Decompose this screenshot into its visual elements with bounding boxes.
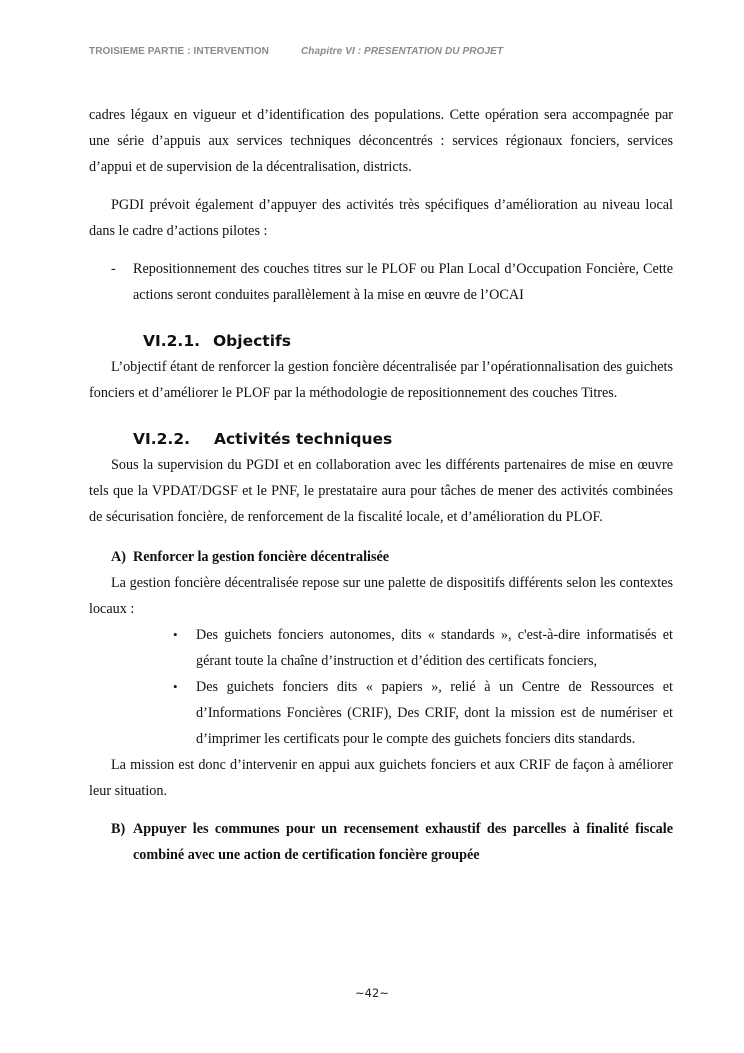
dash-item-text: Repositionnement des couches titres sur le PLOF ou Plan Local d’Occupation Foncière, Cette actions seront conduites parallèlement à la mise en œuvre de l’OCAI <box>133 261 673 303</box>
list-item <box>89 674 673 752</box>
subheading-b <box>89 816 673 868</box>
page-number: ~42~ <box>355 986 389 1000</box>
section-title: Objectifs <box>213 332 291 350</box>
subheading-label: A) <box>111 549 126 565</box>
running-header <box>89 46 503 57</box>
subheading-a <box>89 544 673 570</box>
paragraph-objectif: L’objectif étant de renforcer la gestion foncière décentralisée par l’opérationnalisation des guichets fonciers et d’améliorer le PLOF par la méthodologie de repositionnement des couches Titres. <box>89 359 673 401</box>
header-part: TROISIEME PARTIE : INTERVENTION <box>89 46 269 57</box>
dash-marker: - <box>111 261 116 277</box>
bullet-marker: • <box>173 627 178 642</box>
paragraph-mission: La mission est donc d’intervenir en appui aux guichets fonciers et aux CRIF de façon à améliorer leur situation. <box>89 757 673 799</box>
section-number: VI.2.2. <box>133 430 190 448</box>
section-title: Activités techniques <box>214 430 393 448</box>
paragraph-supervision: Sous la supervision du PGDI et en collaboration avec les différents partenaires de mise en œuvre tels que la VPDAT/DGSF et le PNF, le prestataire aura pour tâches de mener des activités combinées de sécurisation foncière, de renforcement de la fiscalité locale, et d’amélioration du PLOF. <box>89 457 673 525</box>
subheading-title: Renforcer la gestion foncière décentralisée <box>133 549 390 565</box>
bullet-list <box>89 622 673 752</box>
bullet-marker: • <box>173 679 178 694</box>
section-number: VI.2.1. <box>143 332 200 350</box>
paragraph-pgdi: PGDI prévoit également d’appuyer des activités très spécifiques d’amélioration au niveau local dans le cadre d’actions pilotes : <box>89 197 673 239</box>
paragraph-gestion: La gestion foncière décentralisée repose sur une palette de dispositifs différents selon les contextes locaux : <box>89 575 673 617</box>
subheading-label: B) <box>111 821 126 837</box>
list-item-text: Des guichets fonciers dits « papiers », relié à un Centre de Ressources et d’Informations Foncières (CRIF), Des CRIF, dont la mission est de numériser et d’imprimer les certificats pour le compte des guichets fonciers dits standards. <box>196 679 673 747</box>
page-body <box>89 102 673 868</box>
list-item-text: Des guichets fonciers autonomes, dits « standards », c'est-à-dire informatisés et gérant toute la chaîne d’instruction et d’édition des certificats fonciers, <box>196 627 673 669</box>
section-heading-activites <box>89 426 673 452</box>
dash-list-item <box>89 256 673 308</box>
subheading-title: Appuyer les communes pour un recensement exhaustif des parcelles à finalité fiscale combiné avec une action de certification foncière groupée <box>133 821 673 863</box>
paragraph-cadres: cadres légaux en vigueur et d’identification des populations. Cette opération sera accompagnée par une série d’appuis aux services techniques déconcentrés : services régionaux fonciers, services d’appui et de supervision de la décentralisation, districts. <box>89 107 673 175</box>
section-heading-objectifs <box>89 328 673 354</box>
header-chapter: Chapitre VI : PRESENTATION DU PROJET <box>300 46 504 57</box>
list-item <box>89 622 673 674</box>
